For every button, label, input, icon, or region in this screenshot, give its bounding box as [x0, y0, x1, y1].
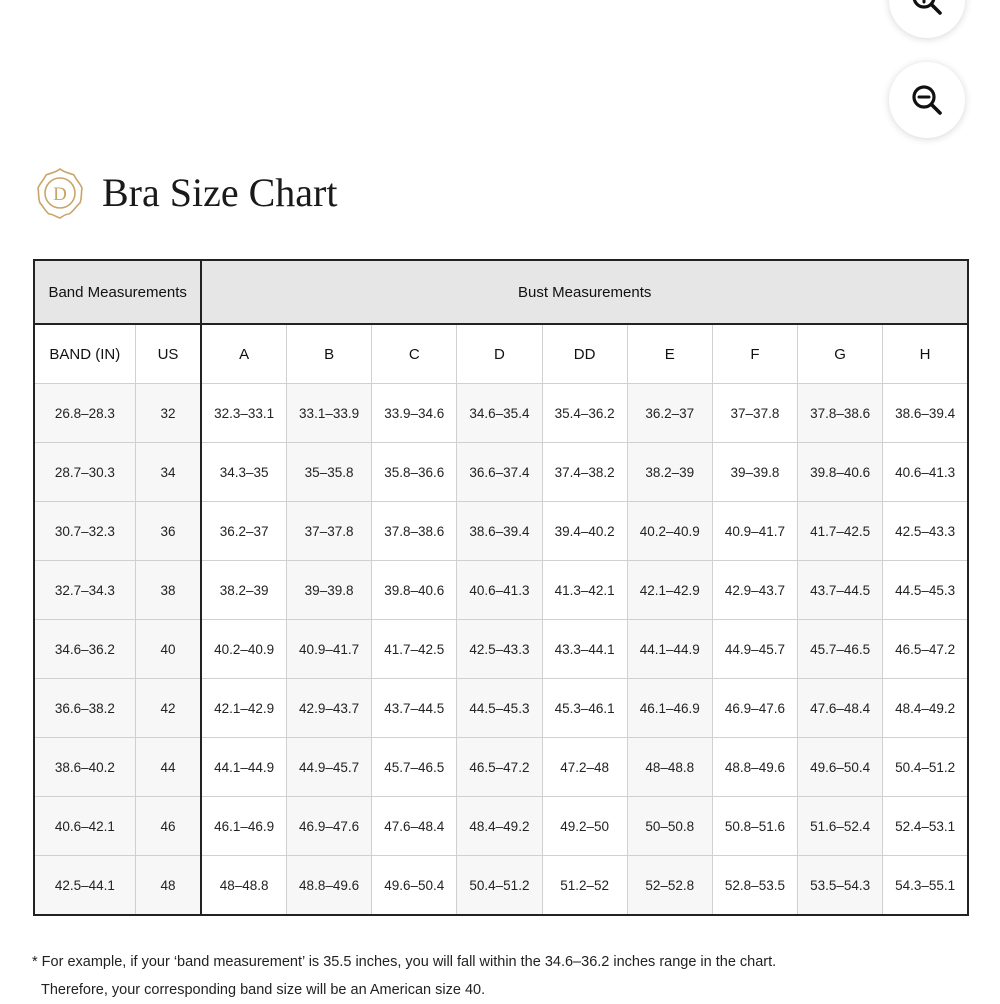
- band-range-cell: 28.7–30.3: [34, 443, 135, 502]
- bust-range-cell: 42.9–43.7: [712, 561, 797, 620]
- bust-range-cell: 40.9–41.7: [712, 502, 797, 561]
- bust-range-cell: 46.1–46.9: [627, 679, 712, 738]
- bust-range-cell: 50.4–51.2: [883, 738, 968, 797]
- bust-range-cell: 36.6–37.4: [457, 443, 542, 502]
- table-row: [34, 502, 968, 561]
- us-size-cell: 46: [135, 797, 201, 856]
- bust-range-cell: 37.8–38.6: [372, 502, 457, 561]
- bust-range-cell: 46.9–47.6: [287, 797, 372, 856]
- footnote-line-1: * For example, if your ‘band measurement’ is 35.5 inches, you will fall within the 34.6–36.2 inches range in the chart.: [32, 954, 777, 970]
- bust-range-cell: 40.6–41.3: [883, 443, 968, 502]
- bust-range-cell: 42.1–42.9: [201, 679, 286, 738]
- bust-range-cell: 37.4–38.2: [542, 443, 627, 502]
- us-size-cell: 40: [135, 620, 201, 679]
- bust-range-cell: 48.8–49.6: [712, 738, 797, 797]
- bust-range-cell: 47.6–48.4: [798, 679, 883, 738]
- band-range-cell: 34.6–36.2: [34, 620, 135, 679]
- page-title: Bra Size Chart: [102, 170, 338, 215]
- column-header-us: US: [135, 324, 201, 384]
- bust-range-cell: 46.5–47.2: [883, 620, 968, 679]
- table-row: [34, 679, 968, 738]
- size-chart-table: [33, 259, 969, 916]
- bust-range-cell: 44.9–45.7: [712, 620, 797, 679]
- bust-range-cell: 47.6–48.4: [372, 797, 457, 856]
- bust-range-cell: 43.7–44.5: [372, 679, 457, 738]
- bust-range-cell: 35.8–36.6: [372, 443, 457, 502]
- bust-range-cell: 42.9–43.7: [287, 679, 372, 738]
- bust-range-cell: 50–50.8: [627, 797, 712, 856]
- bust-range-cell: 39.8–40.6: [798, 443, 883, 502]
- bust-range-cell: 43.7–44.5: [798, 561, 883, 620]
- bust-range-cell: 33.9–34.6: [372, 384, 457, 443]
- bust-range-cell: 49.6–50.4: [372, 856, 457, 916]
- band-range-cell: 36.6–38.2: [34, 679, 135, 738]
- bust-range-cell: 39–39.8: [287, 561, 372, 620]
- column-header-cup: G: [798, 324, 883, 384]
- bust-range-cell: 52.8–53.5: [712, 856, 797, 916]
- bust-range-cell: 46.5–47.2: [457, 738, 542, 797]
- column-header-cup: F: [712, 324, 797, 384]
- bust-range-cell: 38.6–39.4: [457, 502, 542, 561]
- column-header-cup: A: [201, 324, 286, 384]
- us-size-cell: 48: [135, 856, 201, 916]
- column-header-cup: H: [883, 324, 968, 384]
- column-header-cup: C: [372, 324, 457, 384]
- bust-range-cell: 49.2–50: [542, 797, 627, 856]
- band-range-cell: 40.6–42.1: [34, 797, 135, 856]
- bust-range-cell: 51.6–52.4: [798, 797, 883, 856]
- footnote: [32, 948, 972, 1004]
- column-header-band: BAND (IN): [34, 324, 135, 384]
- table-row: [34, 443, 968, 502]
- table-row: [34, 856, 968, 916]
- bust-range-cell: 52–52.8: [627, 856, 712, 916]
- group-header-row: [34, 260, 968, 324]
- bust-range-cell: 46.1–46.9: [201, 797, 286, 856]
- bust-range-cell: 44.9–45.7: [287, 738, 372, 797]
- bust-range-cell: 42.5–43.3: [457, 620, 542, 679]
- bust-range-cell: 41.3–42.1: [542, 561, 627, 620]
- bust-range-cell: 39–39.8: [712, 443, 797, 502]
- bust-range-cell: 32.3–33.1: [201, 384, 286, 443]
- bust-range-cell: 45.7–46.5: [798, 620, 883, 679]
- bust-range-cell: 34.3–35: [201, 443, 286, 502]
- bust-range-cell: 44.1–44.9: [201, 738, 286, 797]
- bust-range-cell: 41.7–42.5: [372, 620, 457, 679]
- bust-range-cell: 39.8–40.6: [372, 561, 457, 620]
- bust-range-cell: 34.6–35.4: [457, 384, 542, 443]
- bust-range-cell: 48–48.8: [201, 856, 286, 916]
- bust-range-cell: 35–35.8: [287, 443, 372, 502]
- bust-range-cell: 37.8–38.6: [798, 384, 883, 443]
- bust-range-cell: 42.1–42.9: [627, 561, 712, 620]
- us-size-cell: 38: [135, 561, 201, 620]
- bust-range-cell: 33.1–33.9: [287, 384, 372, 443]
- bust-range-cell: 38.2–39: [627, 443, 712, 502]
- bust-range-cell: 38.2–39: [201, 561, 286, 620]
- bust-range-cell: 48.4–49.2: [883, 679, 968, 738]
- band-measurements-header: Band Measurements: [34, 260, 201, 324]
- bust-range-cell: 36.2–37: [201, 502, 286, 561]
- bust-range-cell: 44.5–45.3: [457, 679, 542, 738]
- footnote-line-2: Therefore, your corresponding band size will be an American size 40.: [41, 982, 486, 998]
- bust-range-cell: 53.5–54.3: [798, 856, 883, 916]
- bust-range-cell: 50.4–51.2: [457, 856, 542, 916]
- table-row: [34, 738, 968, 797]
- bust-range-cell: 48.8–49.6: [287, 856, 372, 916]
- bust-range-cell: 50.8–51.6: [712, 797, 797, 856]
- bust-range-cell: 39.4–40.2: [542, 502, 627, 561]
- band-range-cell: 38.6–40.2: [34, 738, 135, 797]
- brand-logo: [34, 166, 86, 220]
- logo-letter: D: [53, 184, 67, 205]
- us-size-cell: 42: [135, 679, 201, 738]
- zoom-in-icon: [910, 0, 944, 17]
- bust-range-cell: 46.9–47.6: [712, 679, 797, 738]
- zoom-in-button[interactable]: [889, 0, 965, 38]
- table-row: [34, 561, 968, 620]
- column-header-cup: B: [287, 324, 372, 384]
- bust-range-cell: 47.2–48: [542, 738, 627, 797]
- bust-range-cell: 48–48.8: [627, 738, 712, 797]
- bust-measurements-header: Bust Measurements: [201, 260, 968, 324]
- bust-range-cell: 45.3–46.1: [542, 679, 627, 738]
- zoom-out-icon: [910, 83, 944, 117]
- us-size-cell: 34: [135, 443, 201, 502]
- column-header-cup: DD: [542, 324, 627, 384]
- table-row: [34, 384, 968, 443]
- table-row: [34, 620, 968, 679]
- us-size-cell: 44: [135, 738, 201, 797]
- bust-range-cell: 40.6–41.3: [457, 561, 542, 620]
- bust-range-cell: 48.4–49.2: [457, 797, 542, 856]
- table-row: [34, 797, 968, 856]
- band-range-cell: 42.5–44.1: [34, 856, 135, 916]
- band-range-cell: 32.7–34.3: [34, 561, 135, 620]
- bust-range-cell: 41.7–42.5: [798, 502, 883, 561]
- bust-range-cell: 52.4–53.1: [883, 797, 968, 856]
- bust-range-cell: 37–37.8: [712, 384, 797, 443]
- bust-range-cell: 36.2–37: [627, 384, 712, 443]
- bust-range-cell: 37–37.8: [287, 502, 372, 561]
- bust-range-cell: 35.4–36.2: [542, 384, 627, 443]
- bust-range-cell: 38.6–39.4: [883, 384, 968, 443]
- bust-range-cell: 45.7–46.5: [372, 738, 457, 797]
- bust-range-cell: 54.3–55.1: [883, 856, 968, 916]
- bust-range-cell: 40.2–40.9: [201, 620, 286, 679]
- column-header-row: [34, 324, 968, 384]
- bust-range-cell: 49.6–50.4: [798, 738, 883, 797]
- bust-range-cell: 51.2–52: [542, 856, 627, 916]
- bust-range-cell: 40.2–40.9: [627, 502, 712, 561]
- band-range-cell: 26.8–28.3: [34, 384, 135, 443]
- zoom-out-button[interactable]: [889, 62, 965, 138]
- us-size-cell: 32: [135, 384, 201, 443]
- bust-range-cell: 43.3–44.1: [542, 620, 627, 679]
- bust-range-cell: 44.1–44.9: [627, 620, 712, 679]
- bust-range-cell: 40.9–41.7: [287, 620, 372, 679]
- column-header-cup: E: [627, 324, 712, 384]
- bust-range-cell: 44.5–45.3: [883, 561, 968, 620]
- column-header-cup: D: [457, 324, 542, 384]
- band-range-cell: 30.7–32.3: [34, 502, 135, 561]
- bust-range-cell: 42.5–43.3: [883, 502, 968, 561]
- us-size-cell: 36: [135, 502, 201, 561]
